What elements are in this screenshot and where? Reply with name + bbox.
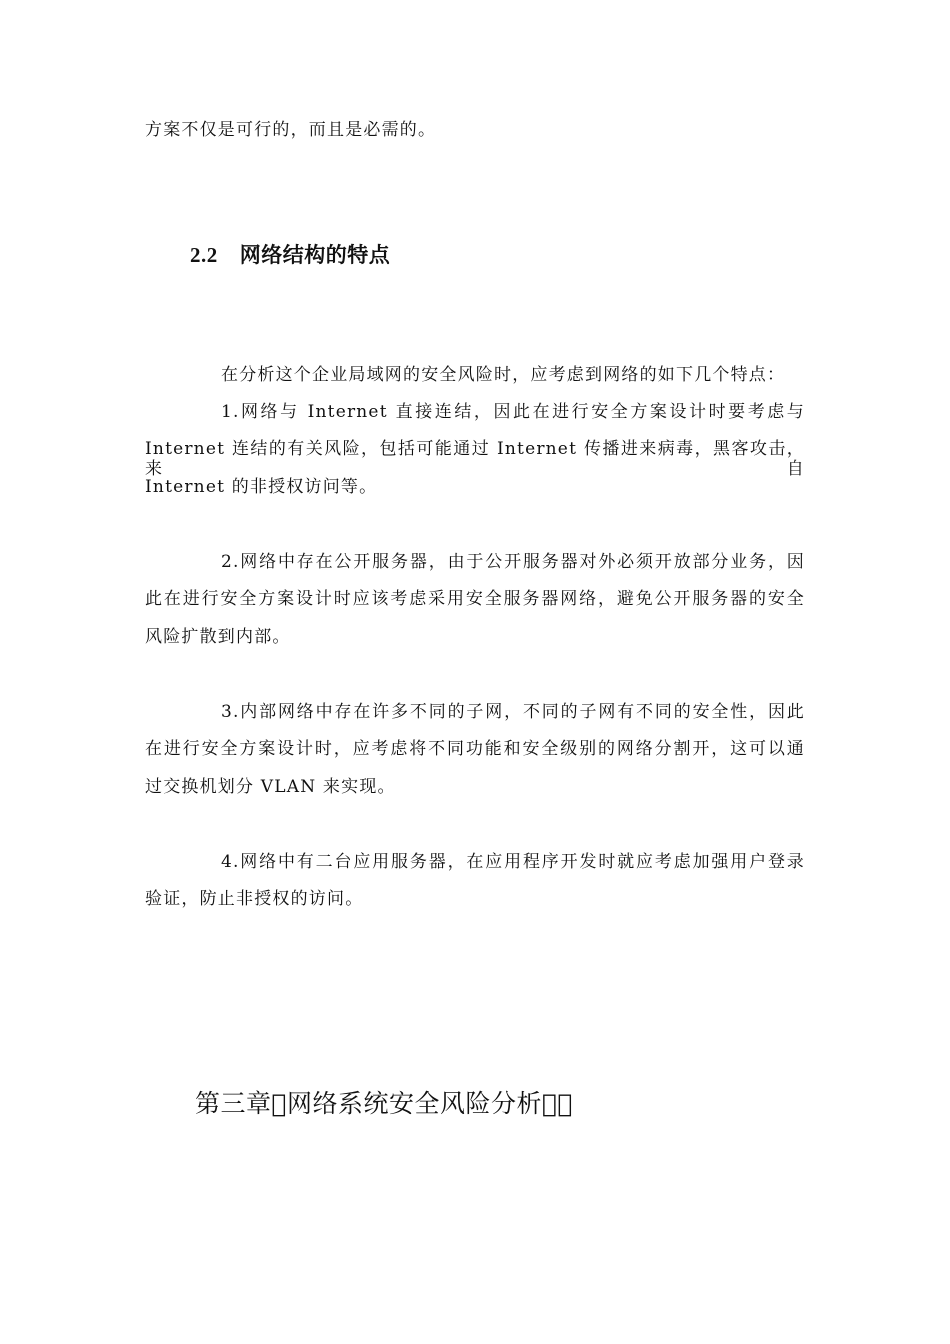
chapter-heading: 第三章 网络系统安全风险分析   — [195, 1089, 574, 1118]
item-1-line-2: Internet 连结的有关风险，包括可能通过 Internet 传播进来病毒，黑客攻击，来自 — [145, 439, 805, 479]
section-number: 2.2 — [190, 243, 218, 267]
item-3-line-1: 3.内部网络中存在许多不同的子网，不同的子网有不同的安全性，因此 — [221, 702, 805, 722]
text-line-continuation: 方案不仅是可行的，而且是必需的。 — [145, 120, 437, 140]
section-title: 网络结构的特点 — [239, 243, 391, 267]
item-3-line-3: 过交换机划分 VLAN 来实现。 — [145, 777, 396, 797]
item-2-line-3: 风险扩散到内部。 — [145, 627, 291, 647]
item-4-line-1: 4.网络中有二台应用服务器，在应用程序开发时就应考虑加强用户登录 — [221, 852, 805, 872]
item-3-line-2: 在进行安全方案设计时，应考虑将不同功能和安全级别的网络分割开，这可以通 — [145, 739, 805, 759]
section-heading — [190, 239, 390, 269]
item-4-line-2: 验证，防止非授权的访问。 — [145, 889, 364, 909]
item-1-line-1: 1.网络与 Internet 直接连结，因此在进行安全方案设计时要考虑与 — [221, 402, 805, 422]
item-2-line-1: 2.网络中存在公开服务器，由于公开服务器对外必须开放部分业务，因 — [221, 552, 805, 572]
item-2-line-2: 此在进行安全方案设计时应该考虑采用安全服务器网络，避免公开服务器的安全 — [145, 589, 805, 609]
paragraph-intro: 在分析这个企业局域网的安全风险时，应考虑到网络的如下几个特点： — [221, 365, 786, 385]
item-1-line-3: Internet 的非授权访问等。 — [145, 477, 378, 497]
